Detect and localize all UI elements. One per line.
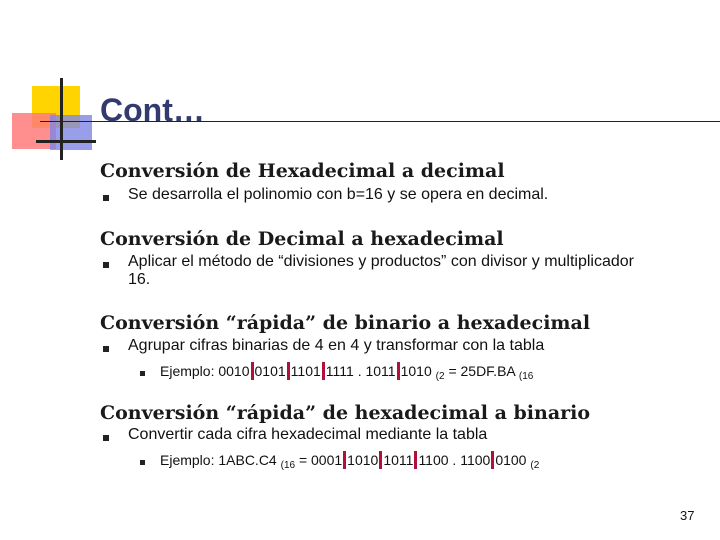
bullet-text-line2: 16. [128, 271, 151, 288]
slide-title: Cont… [100, 92, 205, 128]
bullet-text: Agrupar cifras binarias de 4 en 4 y transformar con la tabla [128, 337, 545, 354]
base-subscript: (16 [518, 371, 534, 382]
example-group: 0101 [254, 363, 286, 379]
group-separator [491, 451, 494, 469]
example-group: 1010 [400, 363, 432, 379]
example-result: = 25DF.BA [448, 363, 515, 379]
bullet-icon [103, 195, 109, 201]
bullet-text: Convertir cada cifra hexadecimal mediante la tabla [128, 426, 488, 443]
example-group: 0100 [495, 452, 527, 468]
sub-bullet-icon [140, 460, 145, 465]
group-separator [414, 451, 417, 469]
example-prefix: Ejemplo: 0010 [160, 363, 250, 379]
section-heading-hex-to-bin: Conversión “rápida” de hexadecimal a binario [100, 402, 591, 424]
bullet-text: Se desarrolla el polinomio con b=16 y se opera en decimal. [128, 186, 549, 203]
base-subscript: (16 [280, 460, 296, 471]
group-separator [379, 451, 382, 469]
example-hex-to-bin [160, 451, 539, 471]
section-heading-hex-to-dec: Conversión de Hexadecimal a decimal [100, 160, 505, 182]
bullet-icon [103, 262, 109, 268]
bullet-text-line1: Aplicar el método de “divisiones y productos” con divisor y multiplicador [128, 253, 634, 270]
example-group: 1111 . 1011 [325, 363, 396, 379]
group-separator [287, 362, 290, 380]
example-result: = 0001 [298, 452, 343, 468]
base-subscript: (2 [530, 460, 540, 471]
page-number: 37 [680, 508, 695, 523]
example-group: 1010 [347, 452, 379, 468]
example-bin-to-hex [160, 362, 533, 382]
section-heading-dec-to-hex: Conversión de Decimal a hexadecimal [100, 228, 504, 250]
group-separator [251, 362, 254, 380]
group-separator [397, 362, 400, 380]
section-heading-bin-to-hex: Conversión “rápida” de binario a hexadecimal [100, 312, 591, 334]
base-subscript: (2 [435, 371, 445, 382]
decor-short-line [36, 140, 96, 143]
example-group: 1100 . 1100 [418, 452, 491, 468]
decor-vertical-line [60, 78, 63, 160]
bullet-icon [103, 435, 109, 441]
example-group: 1101 [290, 363, 321, 379]
group-separator [322, 362, 325, 380]
example-prefix: Ejemplo: 1ABC.C4 [160, 452, 277, 468]
bullet-icon [103, 346, 109, 352]
example-group: 1011 [383, 452, 414, 468]
group-separator [343, 451, 346, 469]
sub-bullet-icon [140, 371, 145, 376]
